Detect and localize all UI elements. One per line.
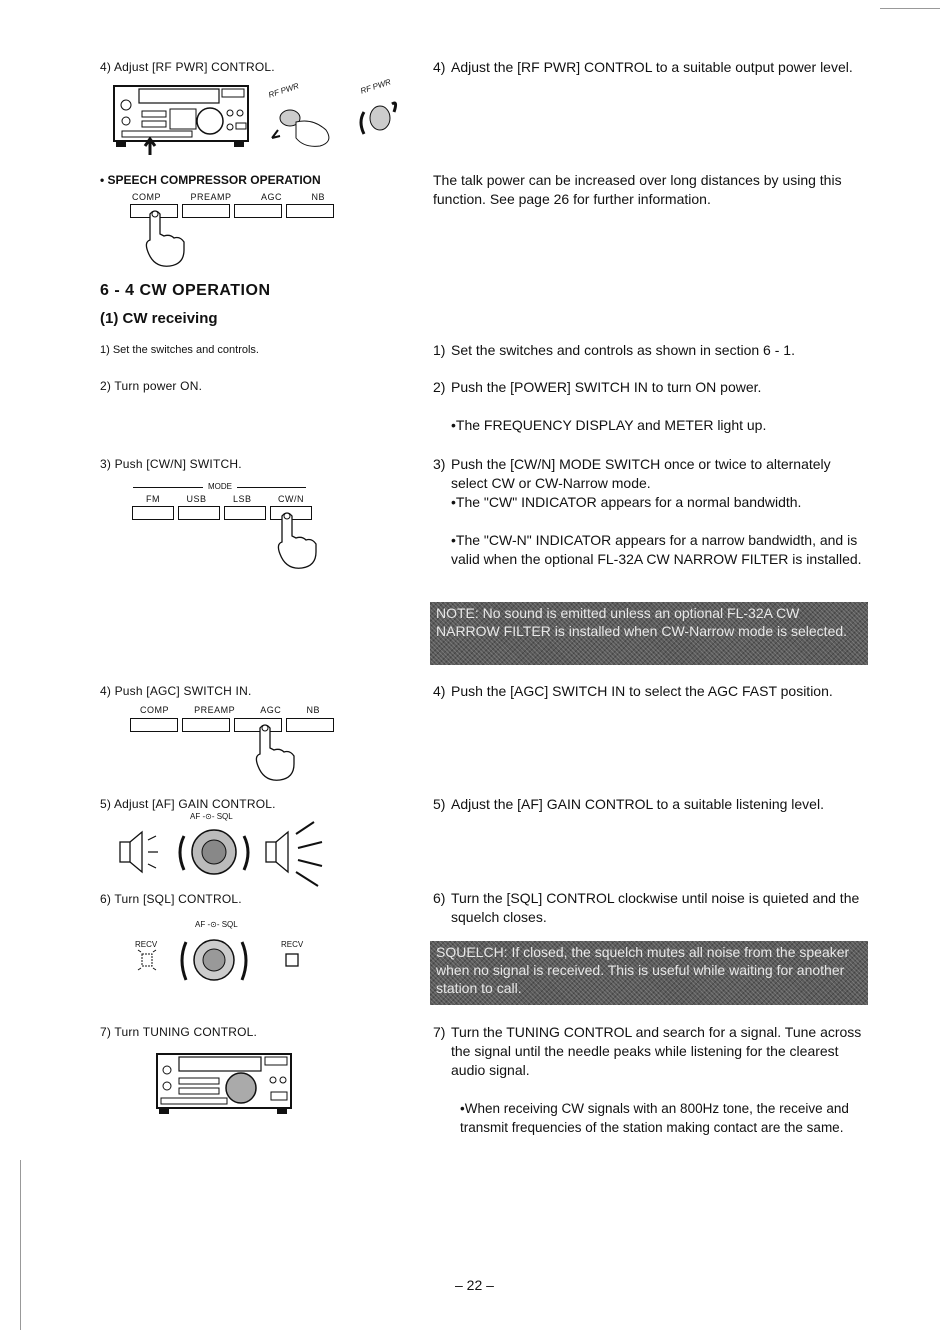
rf-pwr-knob-rotate-icon [354, 92, 404, 142]
right-step2: 2) Push the [POWER] SWITCH IN to turn ON power. [433, 379, 762, 395]
comp-label-2: COMP [140, 705, 169, 715]
top-edge-line [880, 8, 940, 9]
right-step3-bullet1: •The "CW" INDICATOR appears for a normal bandwidth. [451, 494, 802, 510]
nb-label-2: NB [306, 705, 320, 715]
preamp-label-2: PREAMP [194, 705, 236, 715]
right-step3-bullet2: •The "CW-N" INDICATOR appears for a narrow bandwidth, and is valid when the optional FL-32A CW NARROW FILTER is installed. [451, 532, 862, 567]
right-step6-text: Turn the [SQL] CONTROL clockwise until noise is quieted and the squelch closes. [451, 890, 860, 925]
subsection-title: (1) CW receiving [100, 310, 218, 327]
step4-caption: 4) Push [AGC] SWITCH IN. [100, 684, 252, 698]
fm-label: FM [146, 494, 160, 504]
button-labels-row-1 [132, 192, 337, 202]
finger-press-icon [140, 208, 190, 270]
af-sql-label-2: AF -⊙- SQL [195, 920, 238, 929]
agc-button[interactable] [234, 204, 282, 218]
step3-caption: 3) Push [CW/N] SWITCH. [100, 457, 242, 471]
button-row-2 [130, 718, 334, 732]
radio-front-panel-illustration [112, 83, 252, 158]
comp-button-2[interactable] [130, 718, 178, 732]
fm-button[interactable] [132, 506, 174, 520]
step6-caption: 6) Turn [SQL] CONTROL. [100, 892, 242, 906]
preamp-button-2[interactable] [182, 718, 230, 732]
finger-press-cwn-icon [272, 510, 322, 572]
lsb-label: LSB [232, 494, 252, 504]
right-step5-text: Adjust the [AF] GAIN CONTROL to a suitable listening level. [451, 796, 824, 812]
af-gain-illustration [118, 820, 338, 890]
sql-control-illustration [138, 930, 308, 990]
mode-label: MODE [208, 482, 232, 491]
right-step7-bullet: •When receiving CW signals with an 800Hz tone, the receive and transmit frequencies of the station making contact are the same. [460, 1101, 849, 1135]
step2-caption: 2) Turn power ON. [100, 379, 203, 393]
section-title: 6 - 4 CW OPERATION [100, 282, 271, 299]
af-sql-label-1: AF -⊙- SQL [190, 812, 233, 821]
note-squelch: SQUELCH: If closed, the squelch mutes all noise from the speaker when no signal is received. This is useful while waiting for another station to call. [430, 941, 868, 1005]
page-number: – 22 – [455, 1277, 494, 1293]
step7-caption: 7) Turn TUNING CONTROL. [100, 1025, 258, 1039]
note-cw-narrow: NOTE: No sound is emitted unless an optional FL-32A CW NARROW FILTER is installed when CW-Narrow mode is selected. [430, 602, 868, 665]
agc-label-2: AGC [260, 705, 282, 715]
usb-label: USB [186, 494, 207, 504]
right-step7-text: Turn the TUNING CONTROL and search for a signal. Tune across the signal until the needle peaks while listening for the clearest audio signal. [451, 1024, 862, 1078]
right-step1-text: Set the switches and controls as shown in section 6 - 1. [451, 342, 795, 358]
right-step3: 3) Push the [CW/N] MODE SWITCH once or twice to alternately select CW or CW-Narrow mode. [433, 455, 871, 493]
rf-pwr-knob-label-1: RF PWR [267, 81, 301, 100]
right-step7: 7) Turn the TUNING CONTROL and search for a signal. Tune across the signal until the needle peaks while listening for the clearest audio signal. [433, 1023, 871, 1080]
finger-press-agc-icon [250, 722, 300, 784]
right-step1: 1) Set the switches and controls as shown in section 6 - 1. [433, 342, 795, 358]
lsb-button[interactable] [224, 506, 266, 520]
cwn-label: CW/N [277, 494, 304, 504]
comp-label: COMP [132, 192, 161, 202]
hand-turning-knob-icon [268, 100, 343, 150]
margin-line [20, 1160, 21, 1330]
radio-tuning-illustration [155, 1052, 295, 1118]
nb-label: NB [311, 192, 325, 202]
right-step3-text: Push the [CW/N] MODE SWITCH once or twice to alternately select CW or CW-Narrow mode. [451, 456, 831, 491]
right-step5: 5) Adjust the [AF] GAIN CONTROL to a suitable listening level. [433, 796, 824, 812]
preamp-label: PREAMP [190, 192, 232, 202]
right-speech-text: The talk power can be increased over long distances by using this function. See page 26 for further information. [433, 172, 842, 207]
right-step2-text: Push the [POWER] SWITCH IN to turn ON power. [451, 379, 762, 395]
speech-compressor-heading: • SPEECH COMPRESSOR OPERATION [100, 173, 321, 187]
button-labels-row-2 [140, 705, 340, 715]
step1-caption: 1) Set the switches and controls. [100, 344, 259, 356]
mode-label-line [133, 482, 306, 492]
step5-caption: 5) Adjust [AF] GAIN CONTROL. [100, 797, 276, 811]
agc-label: AGC [260, 192, 282, 202]
recv-label-left: RECV [135, 940, 158, 949]
rf-pwr-knob-label-2: RF PWR [359, 77, 393, 96]
right-step2-bullet: •The FREQUENCY DISPLAY and METER light up. [451, 417, 767, 433]
right-step-rf-pwr: 4) Adjust the [RF PWR] CONTROL to a suitable output power level. [433, 59, 853, 75]
usb-button[interactable] [178, 506, 220, 520]
right-step4-text: Push the [AGC] SWITCH IN to select the AGC FAST position. [451, 683, 833, 699]
right-step-rf-pwr-text: Adjust the [RF PWR] CONTROL to a suitable output power level. [451, 59, 853, 75]
right-step4: 4) Push the [AGC] SWITCH IN to select the AGC FAST position. [433, 683, 833, 699]
nb-button[interactable] [286, 204, 334, 218]
recv-label-right: RECV [281, 940, 304, 949]
step-rf-pwr-caption: 4) Adjust [RF PWR] CONTROL. [100, 60, 275, 74]
mode-button-labels [146, 494, 316, 504]
right-step6: 6) Turn the [SQL] CONTROL clockwise until noise is quieted and the squelch closes. [433, 889, 871, 927]
